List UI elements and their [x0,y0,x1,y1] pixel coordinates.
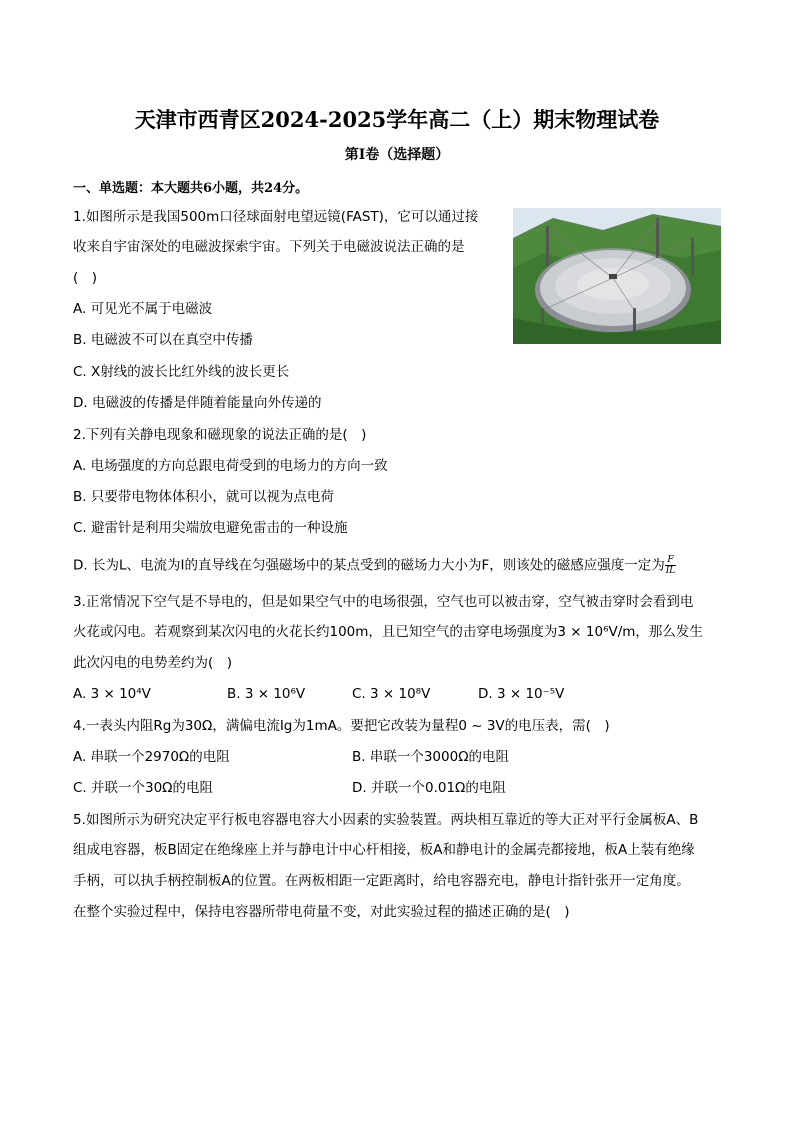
photo-tower [691,238,694,276]
q5-line3: 手柄，可以执手柄控制板A的位置。在两板相距一定距离时，给电容器充电，静电计指针张开一定角度。 [73,873,690,889]
q1-option-a: A. 可见光不属于电磁波 [73,301,213,317]
q2-option-d [73,555,676,576]
q1-line1: 1.如图所示是我国500m口径球面射电望远镜(FAST)，它可以通过接 [73,209,479,225]
q3-line2: 火花或闪电。若观察到某次闪电的火花长约100m，且已知空气的击穿电场强度为3 × 10⁶V/m，那么发生 [73,624,703,640]
q1-option-b: B. 电磁波不可以在真空中传播 [73,332,253,348]
q5-line1: 5.如图所示为研究决定平行板电容器电容大小因素的实验装置。两块相互靠近的等大正对平行金属板A、B [73,812,699,828]
q4-stem: 4.一表头内阻Rg为30Ω，满偏电流Ig为1mA。要把它改装为量程0 ~ 3V的电压表，需( ) [73,718,610,734]
q3-option-d: D. 3 × 10⁻⁵V [478,686,565,702]
q3-line1: 3.正常情况下空气是不导电的，但是如果空气中的电场很强，空气也可以被击穿，空气被击穿时会看到电 [73,594,694,610]
q2-fraction [665,555,677,576]
q2-option-d-text: D. 长为L、电流为I的直导线在匀强磁场中的某点受到的磁场力大小为F，则该处的磁感应强度一定为 [73,557,665,574]
q4-option-d: D. 并联一个0.01Ω的电阻 [352,780,506,796]
q2-stem: 2.下列有关静电现象和磁现象的说法正确的是( ) [73,427,367,443]
exam-title: 天津市西青区2024-2025学年高二（上）期末物理试卷 [134,107,660,132]
section-heading: 一、单选题：本大题共6小题，共24分。 [73,181,309,196]
q1-option-d: D. 电磁波的传播是伴随着能量向外传递的 [73,395,322,411]
q3-option-c: C. 3 × 10⁸V [352,686,431,702]
photo-tower [546,226,549,266]
q2-option-c: C. 避雷针是利用尖端放电避免雷击的一种设施 [73,520,348,536]
q5-line2: 组成电容器，板B固定在绝缘座上并与静电计中心杆相接，板A和静电计的金属壳都接地，板A上装有绝缘 [73,842,695,858]
fast-telescope-photo [513,208,721,344]
photo-tower [656,218,659,258]
q1-line2: 收来自宇宙深处的电磁波探索宇宙。下列关于电磁波说法正确的是 [73,239,465,255]
exam-subtitle: 第I卷（选择题） [344,147,450,163]
q2-option-b: B. 只要带电物体体积小，就可以视为点电荷 [73,489,334,505]
q3-option-b: B. 3 × 10⁶V [227,686,306,702]
photo-receiver [609,274,617,279]
q1-option-c: C. X射线的波长比红外线的波长更长 [73,364,290,380]
q3-line3: 此次闪电的电势差约为( ) [73,655,233,671]
q2-fraction-numerator: F [665,555,677,566]
q4-option-a: A. 串联一个2970Ω的电阻 [73,749,230,765]
q2-fraction-denominator: IL [665,566,676,576]
q5-line4: 在整个实验过程中，保持电容器所带电荷量不变，对此实验过程的描述正确的是( ) [73,904,570,920]
q4-option-b: B. 串联一个3000Ω的电阻 [352,749,510,765]
q2-option-a: A. 电场强度的方向总跟电荷受到的电场力的方向一致 [73,458,388,474]
q1-line3: ( ) [73,270,98,286]
q4-option-c: C. 并联一个30Ω的电阻 [73,780,214,796]
q3-option-a: A. 3 × 10⁴V [73,686,151,702]
